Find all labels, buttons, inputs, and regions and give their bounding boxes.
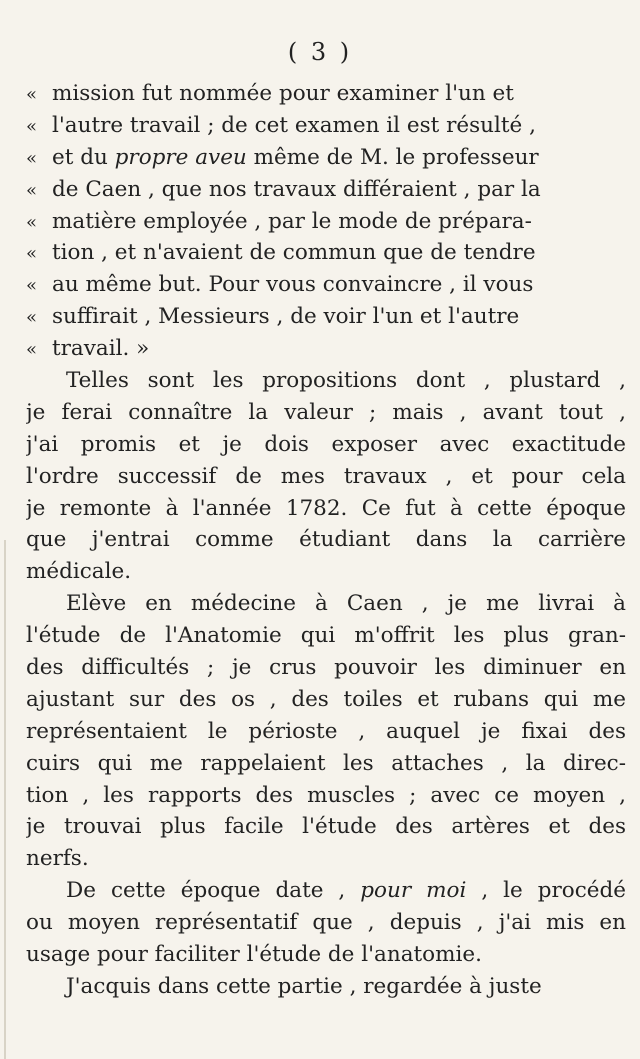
- text-line: [26, 684, 626, 716]
- text-segment: mission fut nommée pour examiner l'un et: [52, 81, 514, 106]
- text-line: [26, 301, 626, 333]
- text-segment: ou moyen représentatif que , depuis , j'ai mis en: [26, 910, 626, 936]
- text-segment: Elève en médecine à Caen , je me livrai à: [66, 591, 626, 617]
- text-segment: Telles sont les propositions dont , plustard ,: [66, 368, 626, 394]
- text-segment: je trouvai plus facile l'étude des artères et des: [26, 814, 626, 840]
- quote-mark: «: [26, 339, 38, 361]
- line-text: [26, 846, 89, 871]
- text-segment: je remonte à l'année 1782. Ce fut à cette époque: [26, 495, 626, 521]
- line-text: [26, 620, 626, 652]
- line-text: [52, 113, 536, 138]
- line-text: [26, 652, 626, 684]
- text-line: [26, 556, 626, 588]
- text-segment: travail. »: [52, 336, 150, 362]
- text-line: [26, 620, 626, 652]
- text-segment: l'étude de l'Anatomie qui m'offrit les plus gran-: [26, 623, 626, 649]
- line-text: [26, 716, 626, 748]
- text-line: [26, 748, 626, 780]
- text-segment: que j'entrai comme étudiant dans la carrière: [26, 527, 626, 553]
- line-text: [26, 907, 626, 939]
- quote-mark: «: [26, 243, 38, 265]
- text-line: [26, 907, 626, 939]
- text-segment: ajustant sur des os , des toiles et rubans qui me: [26, 686, 626, 712]
- line-text: [26, 684, 626, 716]
- text-segment: et du: [52, 144, 115, 170]
- text-line: [26, 811, 626, 843]
- text-segment: suffirait , Messieurs , de voir l'un et l'autre: [52, 304, 520, 330]
- line-text: [26, 780, 626, 812]
- line-text: [52, 304, 519, 329]
- line-text: [52, 336, 149, 361]
- line-text: [66, 588, 626, 620]
- line-text: [26, 811, 626, 843]
- text-line: [26, 939, 626, 971]
- line-text: [52, 240, 536, 265]
- line-text: [52, 81, 514, 106]
- text-segment: usage pour faciliter l'étude de l'anatomie.: [26, 942, 482, 968]
- text-line: [26, 110, 626, 142]
- binding-edge: [4, 540, 6, 1059]
- text-line: [26, 461, 626, 493]
- line-text: [26, 524, 626, 556]
- quote-mark: «: [26, 84, 38, 105]
- line-text: [26, 942, 482, 967]
- text-line: [26, 875, 626, 907]
- quote-mark: «: [26, 115, 38, 137]
- line-text: [26, 748, 626, 780]
- quote-mark: «: [26, 307, 38, 329]
- page-number: ( 3 ): [287, 38, 353, 66]
- text-segment: de Caen , que nos travaux différaient , par la: [52, 176, 541, 202]
- text-segment: De cette époque date ,: [66, 878, 361, 904]
- line-text: [26, 559, 131, 584]
- text-segment: cuirs qui me rappelaient les attaches , la direc-: [26, 750, 626, 776]
- text-segment: l'autre travail ; de cet examen il est résulté ,: [52, 112, 536, 138]
- line-text: [66, 875, 626, 907]
- line-text: [26, 429, 626, 461]
- text-line: [26, 237, 626, 269]
- text-segment: J'acquis dans cette partie , regardée à juste: [66, 973, 542, 999]
- text-line: [26, 780, 626, 812]
- line-text: [52, 145, 539, 170]
- line-text: [26, 397, 626, 429]
- text-segment: , le procédé: [466, 878, 626, 904]
- line-text: [66, 974, 542, 999]
- text-segment: je ferai connaître la valeur ; mais , avant tout ,: [26, 399, 626, 425]
- text-segment: au même but. Pour vous convaincre , il vous: [52, 272, 534, 298]
- text-line: [26, 524, 626, 556]
- text-line: [26, 429, 626, 461]
- text-segment: j'ai promis et je dois exposer avec exactitude: [26, 431, 626, 457]
- line-text: [52, 272, 533, 297]
- quote-mark: «: [26, 179, 38, 201]
- text-line: [26, 174, 626, 206]
- text-segment: médicale.: [26, 559, 132, 585]
- text-segment: représentaient le périoste , auquel je fixai des: [26, 718, 626, 744]
- body-text: [26, 78, 626, 1003]
- text-segment: tion , et n'avaient de commun que de tendre: [52, 240, 536, 266]
- italic-text: pour moi: [360, 878, 467, 904]
- text-line: [26, 588, 626, 620]
- text-segment: tion , les rapports des muscles ; avec ce moyen ,: [26, 782, 626, 808]
- quote-mark: «: [26, 147, 38, 169]
- text-segment: même de M. le professeur: [246, 144, 539, 170]
- line-text: [52, 209, 532, 234]
- text-line: [26, 78, 626, 110]
- text-line: [26, 397, 626, 429]
- text-line: [26, 843, 626, 875]
- text-line: [26, 142, 626, 174]
- line-text: [26, 461, 626, 493]
- text-segment: des difficultés ; je crus pouvoir les diminuer en: [26, 655, 626, 681]
- text-line: [26, 716, 626, 748]
- text-line: [26, 365, 626, 397]
- text-line: [26, 269, 626, 301]
- text-line: [26, 652, 626, 684]
- text-line: [26, 206, 626, 238]
- text-line: [26, 333, 626, 365]
- line-text: [26, 493, 626, 525]
- quote-mark: «: [26, 211, 38, 233]
- text-line: [26, 971, 626, 1003]
- text-segment: l'ordre successif de mes travaux , et pour cela: [26, 463, 626, 489]
- italic-text: propre aveu: [114, 144, 247, 170]
- text-segment: matière employée , par le mode de prépara-: [52, 208, 532, 234]
- text-line: [26, 493, 626, 525]
- line-text: [66, 365, 626, 397]
- quote-mark: «: [26, 275, 38, 297]
- text-segment: nerfs.: [26, 846, 89, 872]
- line-text: [52, 177, 541, 202]
